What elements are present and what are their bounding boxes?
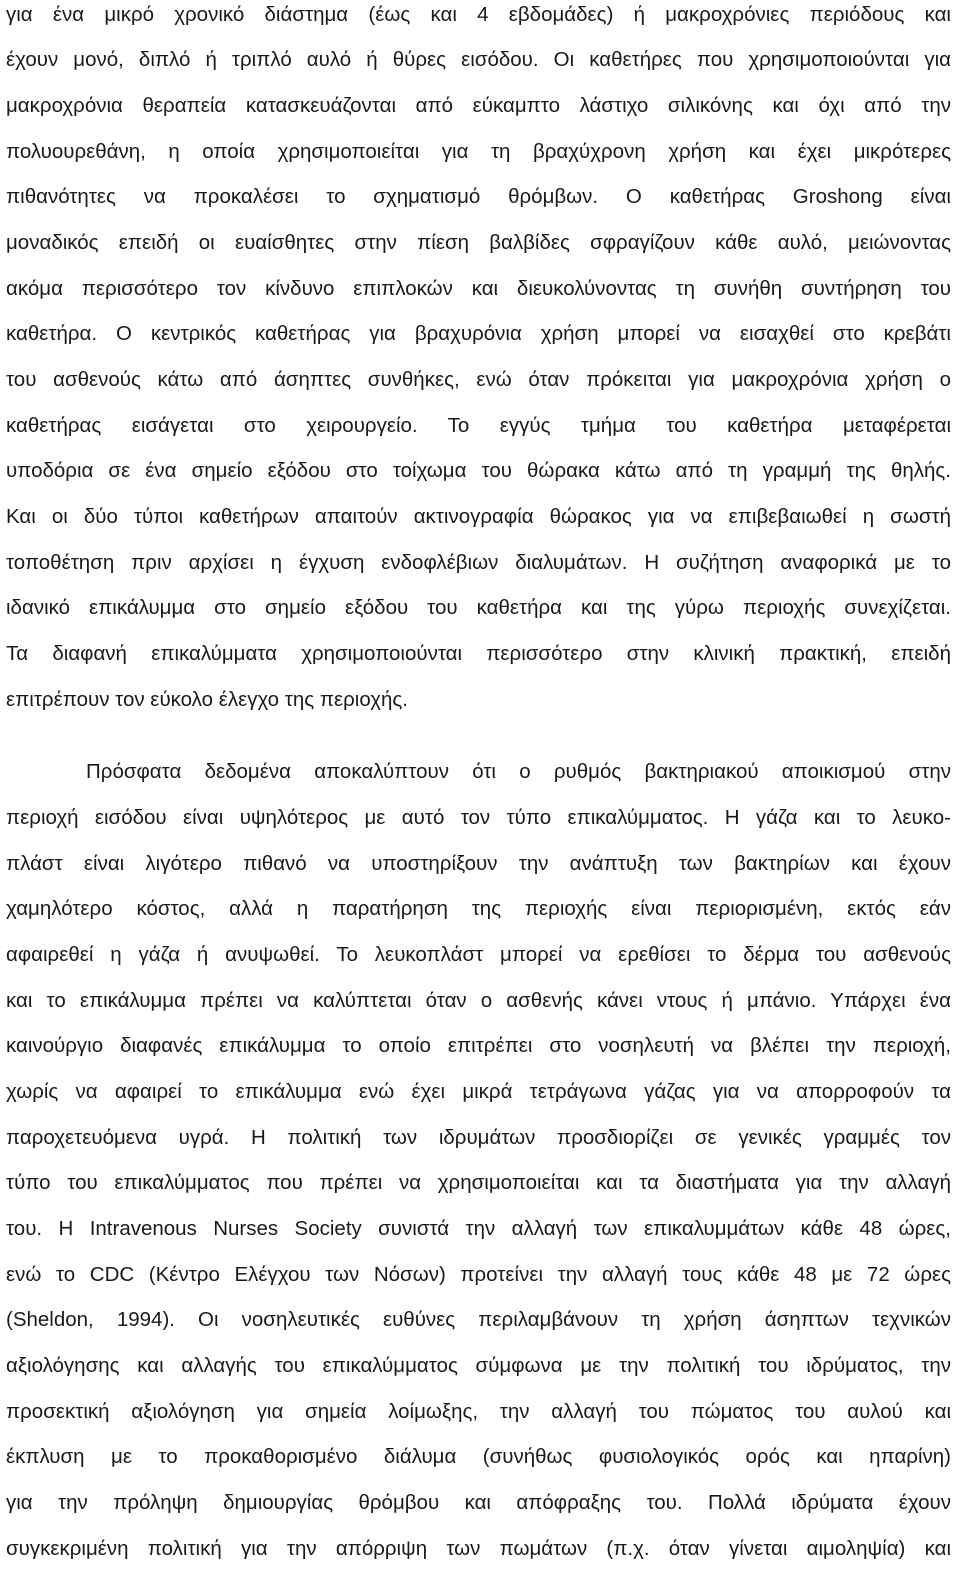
text-line: Πρόσφατα δεδομένα αποκαλύπτουν ότι ο ρυθμός βακτηριακού αποικισμού στην bbox=[86, 760, 951, 783]
text-line: επιτρέπουν τον εύκολο έλεγχο της περιοχής. bbox=[6, 688, 408, 711]
text-line: έκπλυση με το προκαθορισμένο διάλυμα (συνήθως φυσιολογικός ορός και ηπαρίνη) bbox=[6, 1445, 951, 1468]
text-line: παροχετευόμενα υγρά. Η πολιτική των ιδρυμάτων προσδιορίζει σε γενικές γραμμές τον bbox=[6, 1126, 951, 1149]
text-line: αφαιρεθεί η γάζα ή ανυψωθεί. Το λευκοπλάστ μπορεί να ερεθίσει το δέρμα του ασθενούς bbox=[6, 943, 951, 966]
text-line: τοποθέτηση πριν αρχίσει η έγχυση ενδοφλέβιων διαλυμάτων. Η συζήτηση αναφορικά με το bbox=[6, 551, 951, 574]
text-line: ενώ το CDC (Κέντρο Ελέγχου των Νόσων) προτείνει την αλλαγή τους κάθε 48 με 72 ώρες bbox=[6, 1263, 951, 1286]
text-line: (Sheldon, 1994). Οι νοσηλευτικές ευθύνες περιλαμβάνουν τη χρήση άσηπτων τεχνικών bbox=[6, 1308, 951, 1331]
text-line: ακόμα περισσότερο τον κίνδυνο επιπλοκών και διευκολύνοντας τη συνήθη συντήρηση του bbox=[6, 277, 951, 300]
text-line: καθετήρα. Ο κεντρικός καθετήρας για βραχυρόνια χρήση μπορεί να εισαχθεί στο κρεβάτι bbox=[6, 322, 951, 345]
text-line: προσεκτική αξιολόγηση για σημεία λοίμωξης, την αλλαγή του πώματος του αυλού και bbox=[6, 1400, 951, 1423]
text-line: και το επικάλυμμα πρέπει να καλύπτεται όταν ο ασθενής κάνει ντους ή μπάνιο. Υπάρχει ένα bbox=[6, 989, 951, 1012]
text-line: για ένα μικρό χρονικό διάστημα (έως και 4 εβδομάδες) ή μακροχρόνιες περιόδους και bbox=[6, 3, 951, 26]
text-line: ιδανικό επικάλυμμα στο σημείο εξόδου του καθετήρα και της γύρω περιοχής συνεχίζεται. bbox=[6, 596, 951, 619]
text-line: μοναδικός επειδή οι ευαίσθητες στην πίεση βαλβίδες σφραγίζουν κάθε αυλό, μειώνοντας bbox=[6, 231, 951, 254]
text-line: καινούργιο διαφανές επικάλυμμα το οποίο επιτρέπει στο νοσηλευτή να βλέπει την περιοχή, bbox=[6, 1034, 951, 1057]
text-line: μακροχρόνια θεραπεία κατασκευάζονται από εύκαμπτο λάστιχο σιλικόνης και όχι από την bbox=[6, 94, 951, 117]
text-line: περιοχή εισόδου είναι υψηλότερος με αυτό τον τύπο επικαλύμματος. Η γάζα και το λευκο- bbox=[6, 806, 951, 829]
text-line: Και οι δύο τύποι καθετήρων απαιτούν ακτινογραφία θώρακος για να επιβεβαιωθεί η σωστή bbox=[6, 505, 951, 528]
text-line: Τα διαφανή επικαλύμματα χρησιμοποιούνται περισσότερο στην κλινική πρακτική, επειδή bbox=[6, 642, 951, 665]
text-line: του. Η Intravenous Nurses Society συνιστά την αλλαγή των επικαλυμμάτων κάθε 48 ώρες, bbox=[6, 1217, 951, 1240]
text-line: χαμηλότερο κόστος, αλλά η παρατήρηση της περιοχής είναι περιορισμένη, εκτός εάν bbox=[6, 897, 951, 920]
text-line: για την πρόληψη δημιουργίας θρόμβου και απόφραξης του. Πολλά ιδρύματα έχουν bbox=[6, 1491, 951, 1514]
text-line: υποδόρια σε ένα σημείο εξόδου στο τοίχωμα του θώρακα κάτω από τη γραμμή της θηλής. bbox=[6, 459, 951, 482]
text-line: πιθανότητες να προκαλέσει το σχηματισμό θρόμβων. Ο καθετήρας Groshong είναι bbox=[6, 185, 951, 208]
text-line: καθετήρας εισάγεται στο χειρουργείο. Το εγγύς τμήμα του καθετήρα μεταφέρεται bbox=[6, 414, 951, 437]
text-line: χωρίς να αφαιρεί το επικάλυμμα ενώ έχει μικρά τετράγωνα γάζας για να απορροφούν τα bbox=[6, 1080, 951, 1103]
text-line: συγκεκριμένη πολιτική για την απόρριψη των πωμάτων (π.χ. όταν γίνεται αιμοληψία) και bbox=[6, 1537, 951, 1560]
text-line: αξιολόγησης και αλλαγής του επικαλύμματος σύμφωνα με την πολιτική του ιδρύματος, την bbox=[6, 1354, 951, 1377]
text-line: πολυουρεθάνη, η οποία χρησιμοποιείται για τη βραχύχρονη χρήση και έχει μικρότερες bbox=[6, 140, 951, 163]
text-line: πλάστ είναι λιγότερο πιθανό να υποστηρίξουν την ανάπτυξη των βακτηρίων και έχουν bbox=[6, 852, 951, 875]
text-line: του ασθενούς κάτω από άσηπτες συνθήκες, ενώ όταν πρόκειται για μακροχρόνια χρήση ο bbox=[6, 368, 951, 391]
text-line: έχουν μονό, διπλό ή τριπλό αυλό ή θύρες εισόδου. Οι καθετήρες που χρησιμοποιούνται για bbox=[6, 48, 951, 71]
text-line: τύπο του επικαλύμματος που πρέπει να χρησιμοποιείται και τα διαστήματα για την αλλαγή bbox=[6, 1171, 951, 1194]
